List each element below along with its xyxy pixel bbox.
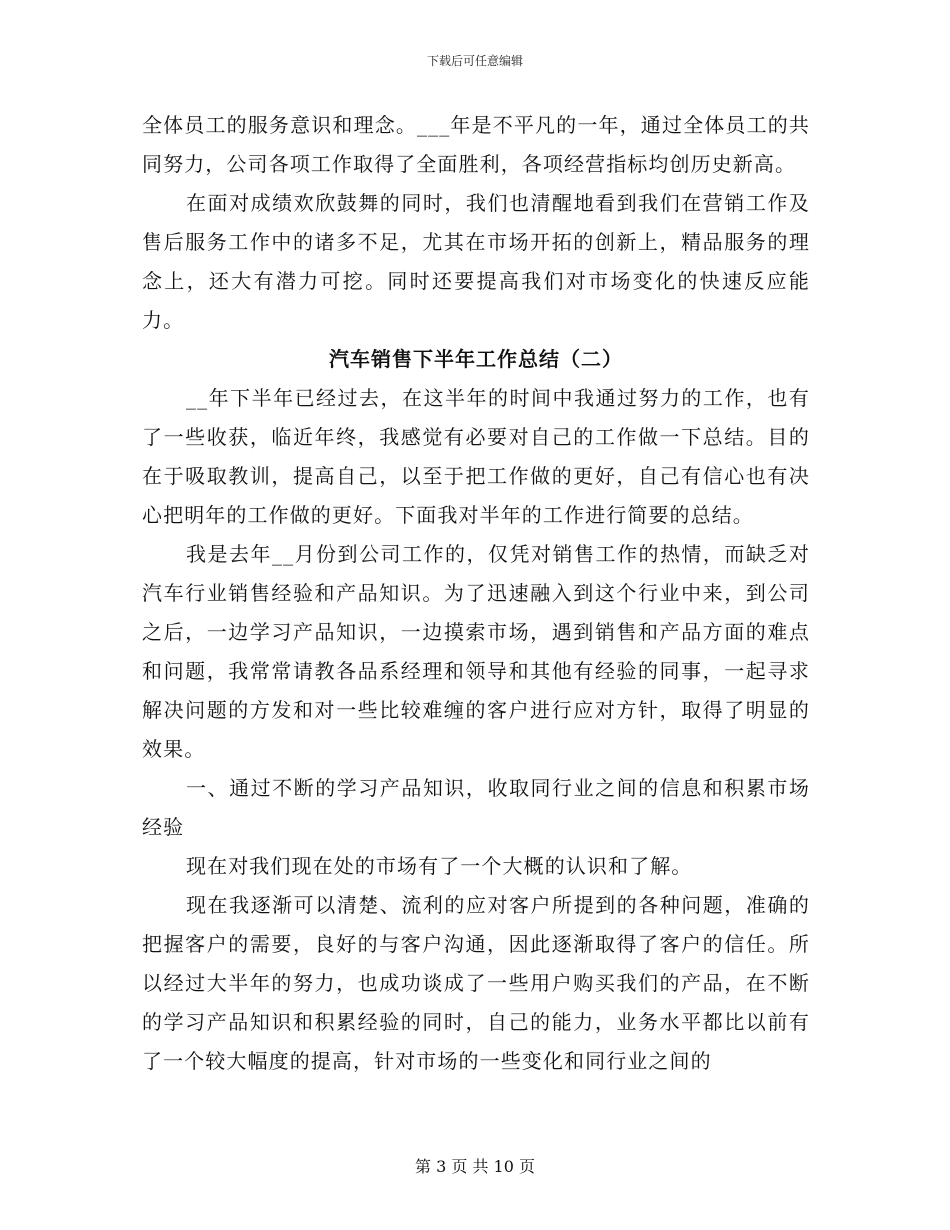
page-number: 第 3 页 共 10 页 xyxy=(415,1157,535,1176)
header-note: 下载后可任意编辑 xyxy=(426,54,523,68)
paragraph-progress: 现在我逐渐可以清楚、流利的应对客户所提到的各种问题，准确的把握客户的需要，良好的与客户沟通，因此逐渐取得了客户的信任。所以经过大半年的努力，也成功谈成了一些用户购买我们的产品，在不断的学习产品知识和积累经验的同时，自己的能力，业务水平都比以前有了一个较大幅度的提高，针对市场的一些变化和同行业之间的 xyxy=(142,893,810,1073)
paragraph-background: 我是去年__月份到公司工作的，仅凭对销售工作的热情，而缺乏对汽车行业销售经验和产品知识。为了迅速融入到这个行业中来，到公司之后，一边学习产品知识，一边摸索市场，遇到销售和产品方面的难点和问题，我常常请教各品系经理和领导和其他有经验的同事，一起寻求解决问题的方发和对一些比较难缠的客户进行应对方针，取得了明显的效果。 xyxy=(142,542,810,761)
document-body xyxy=(142,106,810,1081)
paragraph-continuation: 全体员工的服务意识和理念。___年是不平凡的一年，通过全体员工的共同努力，公司各项工作取得了全面胜利，各项经营指标均创历史新高。 xyxy=(142,113,810,176)
paragraph-shortcomings: 在面对成绩欢欣鼓舞的同时，我们也清醒地看到我们在营销工作及售后服务工作中的诸多不足，尤其在市场开拓的创新上，精品服务的理念上，还大有潜力可挖。同时还要提高我们对市场变化的快速反应能力。 xyxy=(142,191,810,332)
section-title: 汽车销售下半年工作总结（二） xyxy=(329,347,623,371)
paragraph-intro: __年下半年已经过去，在这半年的时间中我通过努力的工作，也有了一些收获，临近年终，我感觉有必要对自己的工作做一下总结。目的在于吸取教训，提高自己，以至于把工作做的更好，自己有信心也有决心把明年的工作做的更好。下面我对半年的工作进行简要的总结。 xyxy=(142,386,810,527)
paragraph-market-understanding: 现在对我们现在处的市场有了一个大概的认识和了解。 xyxy=(186,854,693,878)
subheading-one: 一、通过不断的学习产品知识，收取同行业之间的信息和积累市场经验 xyxy=(142,776,810,839)
